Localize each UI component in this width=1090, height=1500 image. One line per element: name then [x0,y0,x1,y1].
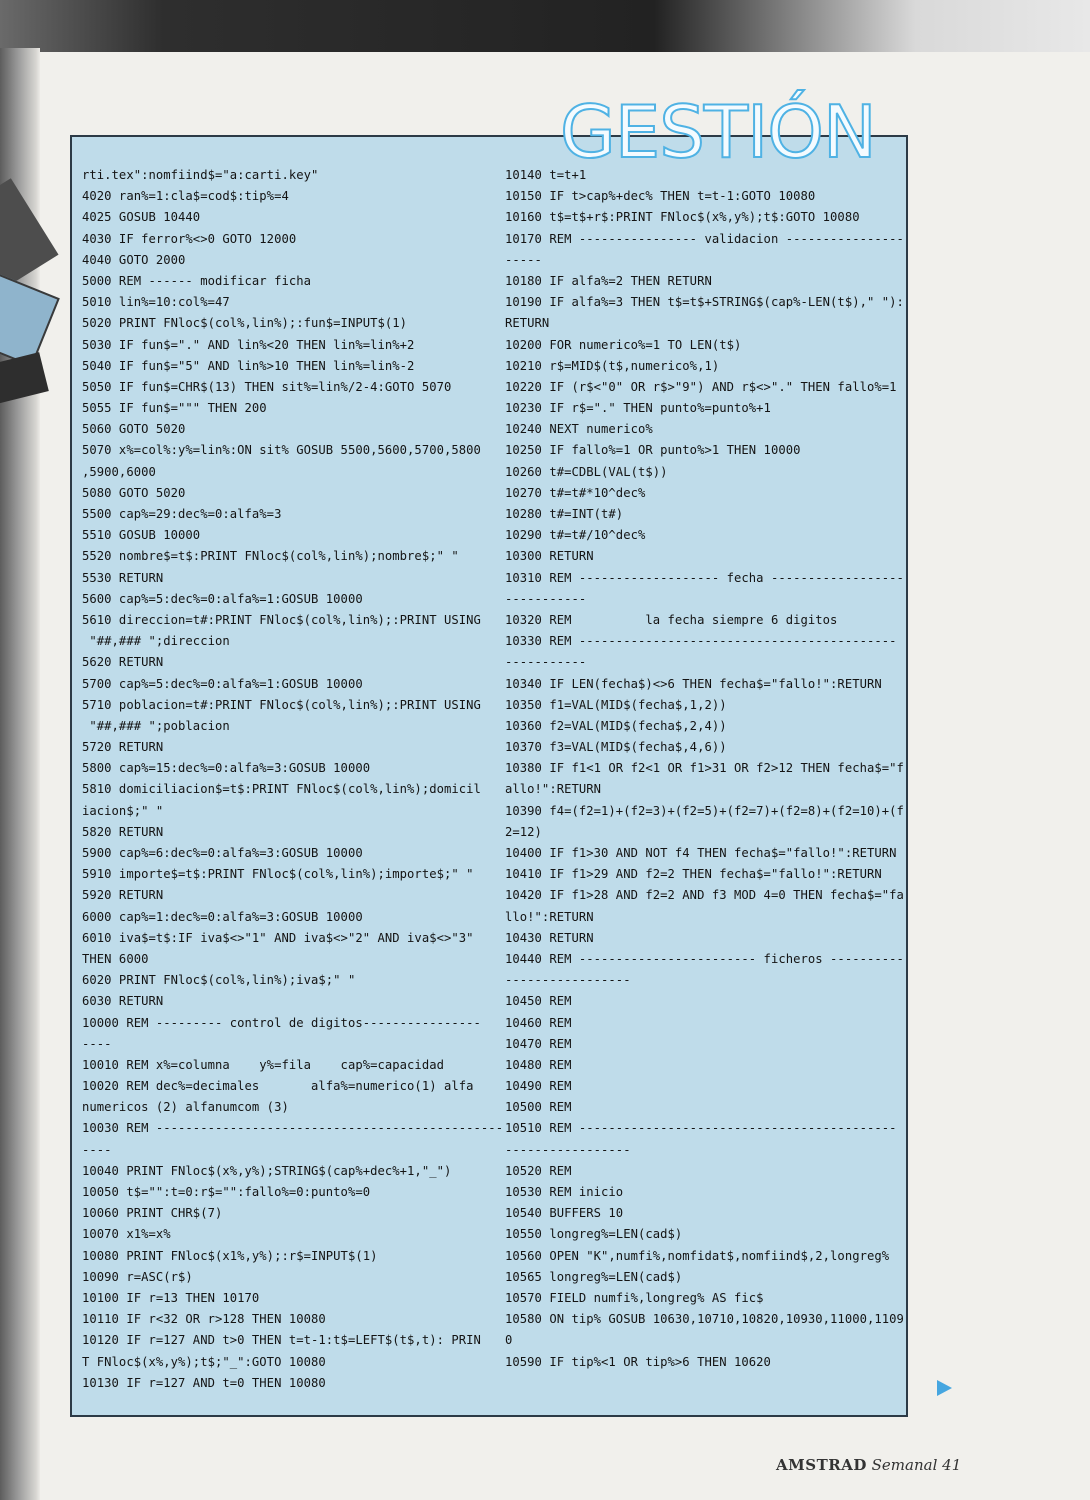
code-line: 10240 NEXT numerico% [505,422,653,437]
code-line: ,5900,6000 [82,464,156,479]
code-line: llo!":RETURN [505,909,594,924]
code-line: 10550 longreg%=LEN(cad$) [505,1227,683,1242]
code-line: 5910 importe$=t$:PRINT FNloc$(col%,lin%);importe$;" " [82,867,474,882]
code-line: 10090 r=ASC(r$) [82,1269,193,1284]
code-line: allo!":RETURN [505,782,602,797]
code-line: 2=12) [505,824,542,839]
code-line: 10340 IF LEN(fecha$)<>6 THEN fecha$="fallo!":RETURN [505,676,882,691]
code-line: 10530 REM inicio [505,1185,624,1199]
code-line: 5030 IF fun$="." AND lin%<20 THEN lin%=lin%+2 [82,337,415,352]
code-line: 5600 cap%=5:dec%=0:alfa%=1:GOSUB 10000 [82,591,363,606]
code-line: 10450 REM [505,994,572,1009]
code-line: 10270 t#=t#*10^dec% [505,485,646,500]
decorative-shape [0,178,59,291]
code-line: 10420 IF f1>28 AND f2=2 AND f3 MOD 4=0 THEN fecha$="fa [505,888,904,903]
code-line: 5610 direccion=t#:PRINT FNloc$(col%,lin%);:PRINT USING [82,612,481,627]
code-line: 10310 REM ------------------- fecha ------------------ [505,570,904,585]
code-line: 10510 REM ------------------------------------------- [505,1121,897,1136]
code-line: 5040 IF fun$="5" AND lin%>10 THEN lin%=lin%-2 [82,358,415,373]
code-line: ----- [505,252,542,267]
page-number: 41 [942,1456,962,1474]
code-line: "##,### ";poblacion [82,718,230,733]
code-line: 6010 iva$=t$:IF iva$<>"1" AND iva$<>"2" AND iva$<>"3" [82,930,474,945]
code-line: 5055 IF fun$=""" THEN 200 [82,401,267,416]
code-line: 5530 RETURN [82,570,164,585]
code-line: "##,### ";direccion [82,634,230,649]
decorative-shape [0,352,49,408]
code-line: 4025 GOSUB 10440 [82,210,201,225]
code-line: 10410 IF f1>29 AND f2=2 THEN fecha$="fallo!":RETURN [505,867,882,882]
code-line: rti.tex":nomfiind$="a:carti.key" [82,168,319,182]
code-line: 10480 REM [505,1057,572,1072]
code-line: 10390 f4=(f2=1)+(f2=3)+(f2=5)+(f2=7)+(f2=8)+(f2=10)+(f [505,803,904,818]
code-line: 10370 f3=VAL(MID$(fecha$,4,6)) [505,740,727,755]
code-line: 10590 IF tip%<1 OR tip%>6 THEN 10620 [505,1354,771,1369]
code-line: ----------------- [505,973,631,988]
decorative-graphic [0,170,70,430]
code-line: 10300 RETURN [505,549,594,564]
code-line: 5070 x%=col%:y%=lin%:ON sit% GOSUB 5500,5600,5700,5800 [82,443,481,458]
magazine-subtitle: Semanal [871,1456,938,1474]
listing-column-right [505,165,910,1373]
code-line: 5080 GOTO 5020 [82,485,186,500]
code-line: 10470 REM [505,1036,572,1051]
code-line: 10565 longreg%=LEN(cad$) [505,1269,683,1284]
code-line: 5620 RETURN [82,655,164,670]
code-line: 10540 BUFFERS 10 [505,1206,624,1221]
code-line: 5010 lin%=10:col%=47 [82,295,230,310]
code-line: 10400 IF f1>30 AND NOT f4 THEN fecha$="fallo!":RETURN [505,846,897,860]
code-line: ----------------- [505,1142,631,1157]
code-line: ----------- [505,591,587,606]
code-line: ----------- [505,655,587,670]
code-line: 10010 REM x%=columna y%=fila cap%=capacidad [82,1057,444,1072]
code-line: 10140 t=t+1 [505,168,587,182]
code-line: 6020 PRINT FNloc$(col%,lin%);iva$;" " [82,973,356,988]
code-line: 5820 RETURN [82,824,164,839]
code-line: 10120 IF r=127 AND t>0 THEN t=t-1:t$=LEFT$(t$,t): PRIN [82,1333,481,1348]
code-line: 10220 IF (r$<"0" OR r$>"9") AND r$<>"." THEN fallo%=1 [505,379,897,394]
code-line: 10280 t#=INT(t#) [505,507,624,521]
code-line: 10500 REM [505,1100,572,1115]
code-line: 10490 REM [505,1079,572,1094]
code-line: 5920 RETURN [82,888,164,903]
page-footer [776,1456,962,1480]
code-line: ---- [82,1142,112,1157]
code-line: 5700 cap%=5:dec%=0:alfa%=1:GOSUB 10000 [82,676,363,691]
code-line: 4020 ran%=1:cla$=cod$:tip%=4 [82,189,289,204]
code-line: 10050 t$="":t=0:r$="":fallo%=0:punto%=0 [82,1185,371,1199]
code-line: 10230 IF r$="." THEN punto%=punto%+1 [505,401,771,416]
code-line: 10020 REM dec%=decimales alfa%=numerico(1) alfa [82,1079,474,1094]
code-line: 5000 REM ------ modificar ficha [82,273,312,288]
code-line: T FNloc$(x%,y%);t$;"_":GOTO 10080 [82,1354,326,1369]
code-line: 10330 REM ------------------------------------------- [505,634,897,649]
code-line: 10430 RETURN [505,930,594,945]
code-line: THEN 6000 [82,951,149,966]
magazine-name: AMSTRAD [776,1456,867,1474]
code-line: 0 [505,1333,513,1348]
code-line: 5710 poblacion=t#:PRINT FNloc$(col%,lin%);:PRINT USING [82,697,481,712]
code-line: 10070 x1%=x% [82,1227,171,1242]
scan-top-edge [0,0,1090,52]
code-line: 10260 t#=CDBL(VAL(t$)) [505,464,668,479]
program-listing-box [70,135,908,1417]
code-line: 10580 ON tip% GOSUB 10630,10710,10820,10930,11000,1109 [505,1312,904,1327]
code-line: 10150 IF t>cap%+dec% THEN t=t-1:GOTO 10080 [505,189,816,204]
code-line: 10060 PRINT CHR$(7) [82,1206,223,1221]
code-line: 10160 t$=t$+r$:PRINT FNloc$(x%,y%);t$:GOTO 10080 [505,210,860,225]
code-line: 4040 GOTO 2000 [82,252,186,267]
code-line: 10290 t#=t#/10^dec% [505,528,646,543]
code-line: 5900 cap%=6:dec%=0:alfa%=3:GOSUB 10000 [82,846,363,860]
code-line: 10250 IF fallo%=1 OR punto%>1 THEN 10000 [505,443,801,458]
code-line: 10520 REM [505,1163,572,1178]
code-line: 5720 RETURN [82,740,164,755]
code-line: 10110 IF r<32 OR r>128 THEN 10080 [82,1312,326,1327]
code-line: RETURN [505,316,550,331]
code-line: 10100 IF r=13 THEN 10170 [82,1290,260,1305]
code-line: 10030 REM ----------------------------------------------- [82,1121,504,1136]
code-line: 5500 cap%=29:dec%=0:alfa%=3 [82,507,282,521]
decorative-shape [0,267,60,367]
code-line: 5020 PRINT FNloc$(col%,lin%);:fun$=INPUT$(1) [82,316,408,331]
code-line: 10190 IF alfa%=3 THEN t$=t$+STRING$(cap%-LEN(t$)," "): [505,295,904,310]
code-line: 10320 REM la fecha siempre 6 digitos [505,612,838,627]
code-line: 6000 cap%=1:dec%=0:alfa%=3:GOSUB 10000 [82,909,363,924]
code-line: 5510 GOSUB 10000 [82,528,201,543]
code-line: 5810 domiciliacion$=t$:PRINT FNloc$(col%,lin%);domicil [82,782,481,797]
code-line: 10460 REM [505,1015,572,1030]
code-line: 4030 IF ferror%<>0 GOTO 12000 [82,231,297,246]
code-line: 10570 FIELD numfi%,longreg% AS fic$ [505,1290,764,1305]
code-line: 5800 cap%=15:dec%=0:alfa%=3:GOSUB 10000 [82,761,371,776]
code-line: 10040 PRINT FNloc$(x%,y%);STRING$(cap%+dec%+1,"_") [82,1163,452,1178]
code-line: 6030 RETURN [82,994,164,1009]
code-line: 10360 f2=VAL(MID$(fecha$,2,4)) [505,718,727,733]
code-line: 5060 GOTO 5020 [82,422,186,437]
code-line: numericos (2) alfanumcom (3) [82,1100,289,1115]
code-line: 10130 IF r=127 AND t=0 THEN 10080 [82,1375,326,1390]
code-line: 10170 REM ---------------- validacion ---------------- [505,231,904,246]
code-line: 10560 OPEN "K",numfi%,nomfidat$,nomfiind$,2,longreg% [505,1248,890,1263]
code-line: 10380 IF f1<1 OR f2<1 OR f1>31 OR f2>12 THEN fecha$="f [505,761,904,776]
listing-column-left [82,165,504,1394]
code-line: iacion$;" " [82,803,164,818]
code-line: 10200 FOR numerico%=1 TO LEN(t$) [505,337,742,352]
code-line: 10180 IF alfa%=2 THEN RETURN [505,273,712,288]
code-line: 10350 f1=VAL(MID$(fecha$,1,2)) [505,697,727,712]
code-line: 10440 REM ------------------------ ficheros ---------- [505,951,904,966]
code-line: 10000 REM --------- control de digitos---------------- [82,1015,481,1030]
section-title: GESTIÓN [560,90,876,174]
continue-arrow-icon [937,1380,952,1396]
code-line: 10210 r$=MID$(t$,numerico%,1) [505,358,720,373]
code-line: ---- [82,1036,112,1051]
code-line: 5050 IF fun$=CHR$(13) THEN sit%=lin%/2-4:GOTO 5070 [82,379,452,394]
code-line: 10080 PRINT FNloc$(x1%,y%);:r$=INPUT$(1) [82,1248,378,1263]
code-line: 5520 nombre$=t$:PRINT FNloc$(col%,lin%);nombre$;" " [82,549,459,564]
